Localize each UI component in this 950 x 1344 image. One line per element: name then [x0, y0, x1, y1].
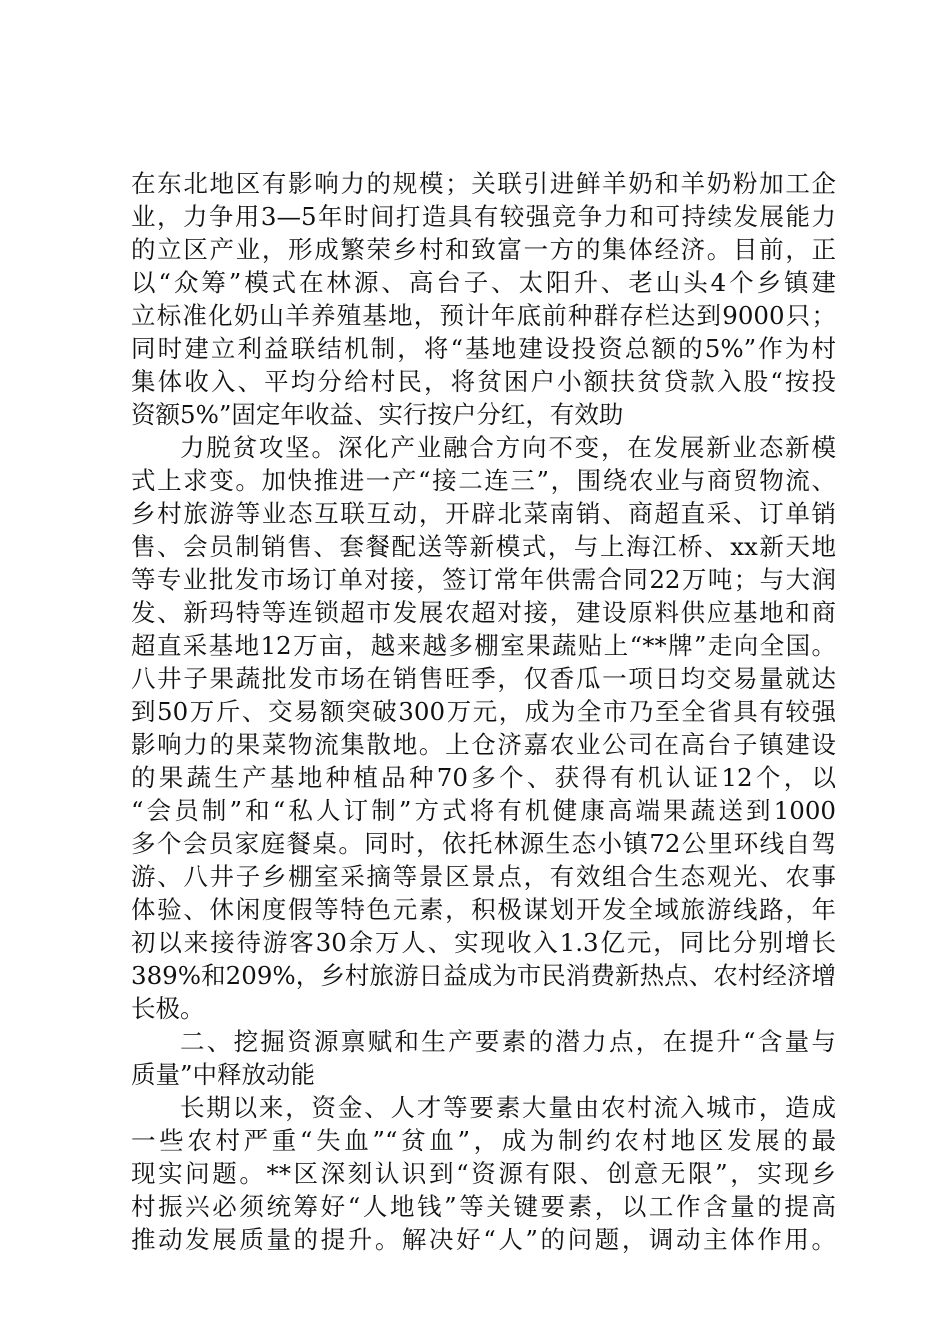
- text-line: 八井子果蔬批发市场在销售旺季，仅香瓜一项日均交易量就达: [131, 664, 836, 693]
- text-line: 村振兴必须统筹好“人地钱”等关键要素，以工作含量的提高: [131, 1192, 836, 1221]
- text-line: 的立区产业，形成繁荣乡村和致富一方的集体经济。目前，正: [131, 235, 836, 264]
- text-line: 到50万斤、交易额突破300万元，成为全市乃至全省具有较强: [131, 697, 836, 726]
- text-line: 一些农村严重“失血”“贫血”，成为制约农村地区发展的最: [131, 1126, 836, 1155]
- text-line: 立标准化奶山羊养殖基地，预计年底前种群存栏达到9000只；: [131, 301, 836, 330]
- text-line: 资额5%”固定年收益、实行按户分红，有效助: [131, 400, 624, 429]
- text-line: 质量”中释放动能: [131, 1060, 316, 1089]
- text-line: 式上求变。加快推进一产“接二连三”，围绕农业与商贸物流、: [131, 466, 836, 495]
- text-line: 在东北地区有影响力的规模；关联引进鲜羊奶和羊奶粉加工企: [131, 169, 836, 198]
- document-body: [131, 167, 836, 1256]
- text-line: 发、新玛特等连锁超市发展农超对接，建设原料供应基地和商: [131, 598, 836, 627]
- text-line: 影响力的果菜物流集散地。上仓济嘉农业公司在高台子镇建设: [131, 730, 836, 759]
- text-line: 二、挖掘资源禀赋和生产要素的潜力点，在提升“含量与: [180, 1027, 836, 1056]
- text-line: 的果蔬生产基地种植品种70多个、获得有机认证12个，以: [131, 763, 836, 792]
- text-line: 力脱贫攻坚。深化产业融合方向不变，在发展新业态新模: [180, 433, 836, 462]
- text-line: 现实问题。**区深刻认识到“资源有限、创意无限”，实现乡: [131, 1159, 836, 1188]
- text-line: 超直采基地12万亩，越来越多棚室果蔬贴上“**牌”走向全国。: [131, 631, 836, 660]
- text-line: 多个会员家庭餐桌。同时，依托林源生态小镇72公里环线自驾: [131, 829, 836, 858]
- text-line: 以“众筹”模式在林源、高台子、太阳升、老山头4个乡镇建: [131, 268, 836, 297]
- text-line: 集体收入、平均分给村民，将贫困户小额扶贫贷款入股“按投: [131, 367, 836, 396]
- text-line: 初以来接待游客30余万人、实现收入1.3亿元，同比分别增长: [131, 928, 836, 957]
- text-line: 推动发展质量的提升。解决好“人”的问题，调动主体作用。: [131, 1225, 836, 1254]
- text-line: 体验、休闲度假等特色元素，积极谋划开发全域旅游线路，年: [131, 895, 836, 924]
- text-line: 游、八井子乡棚室采摘等景区景点，有效组合生态观光、农事: [131, 862, 836, 891]
- text-line: 业，力争用3—5年时间打造具有较强竞争力和可持续发展能力: [131, 202, 836, 231]
- text-line: 乡村旅游等业态互联互动，开辟北菜南销、商超直采、订单销: [131, 499, 836, 528]
- text-line: 等专业批发市场订单对接，签订常年供需合同22万吨；与大润: [131, 565, 836, 594]
- text-line: 同时建立利益联结机制，将“基地建设投资总额的5%”作为村: [131, 334, 836, 363]
- text-line: “会员制”和“私人订制”方式将有机健康高端果蔬送到1000: [131, 796, 836, 825]
- text-line: 长期以来，资金、人才等要素大量由农村流入城市，造成: [180, 1093, 836, 1122]
- text-line: 长极。: [131, 994, 205, 1023]
- text-line: 售、会员制销售、套餐配送等新模式，与上海江桥、xx新天地: [131, 532, 836, 561]
- text-line: 389%和209%，乡村旅游日益成为市民消费新热点、农村经济增: [131, 961, 836, 990]
